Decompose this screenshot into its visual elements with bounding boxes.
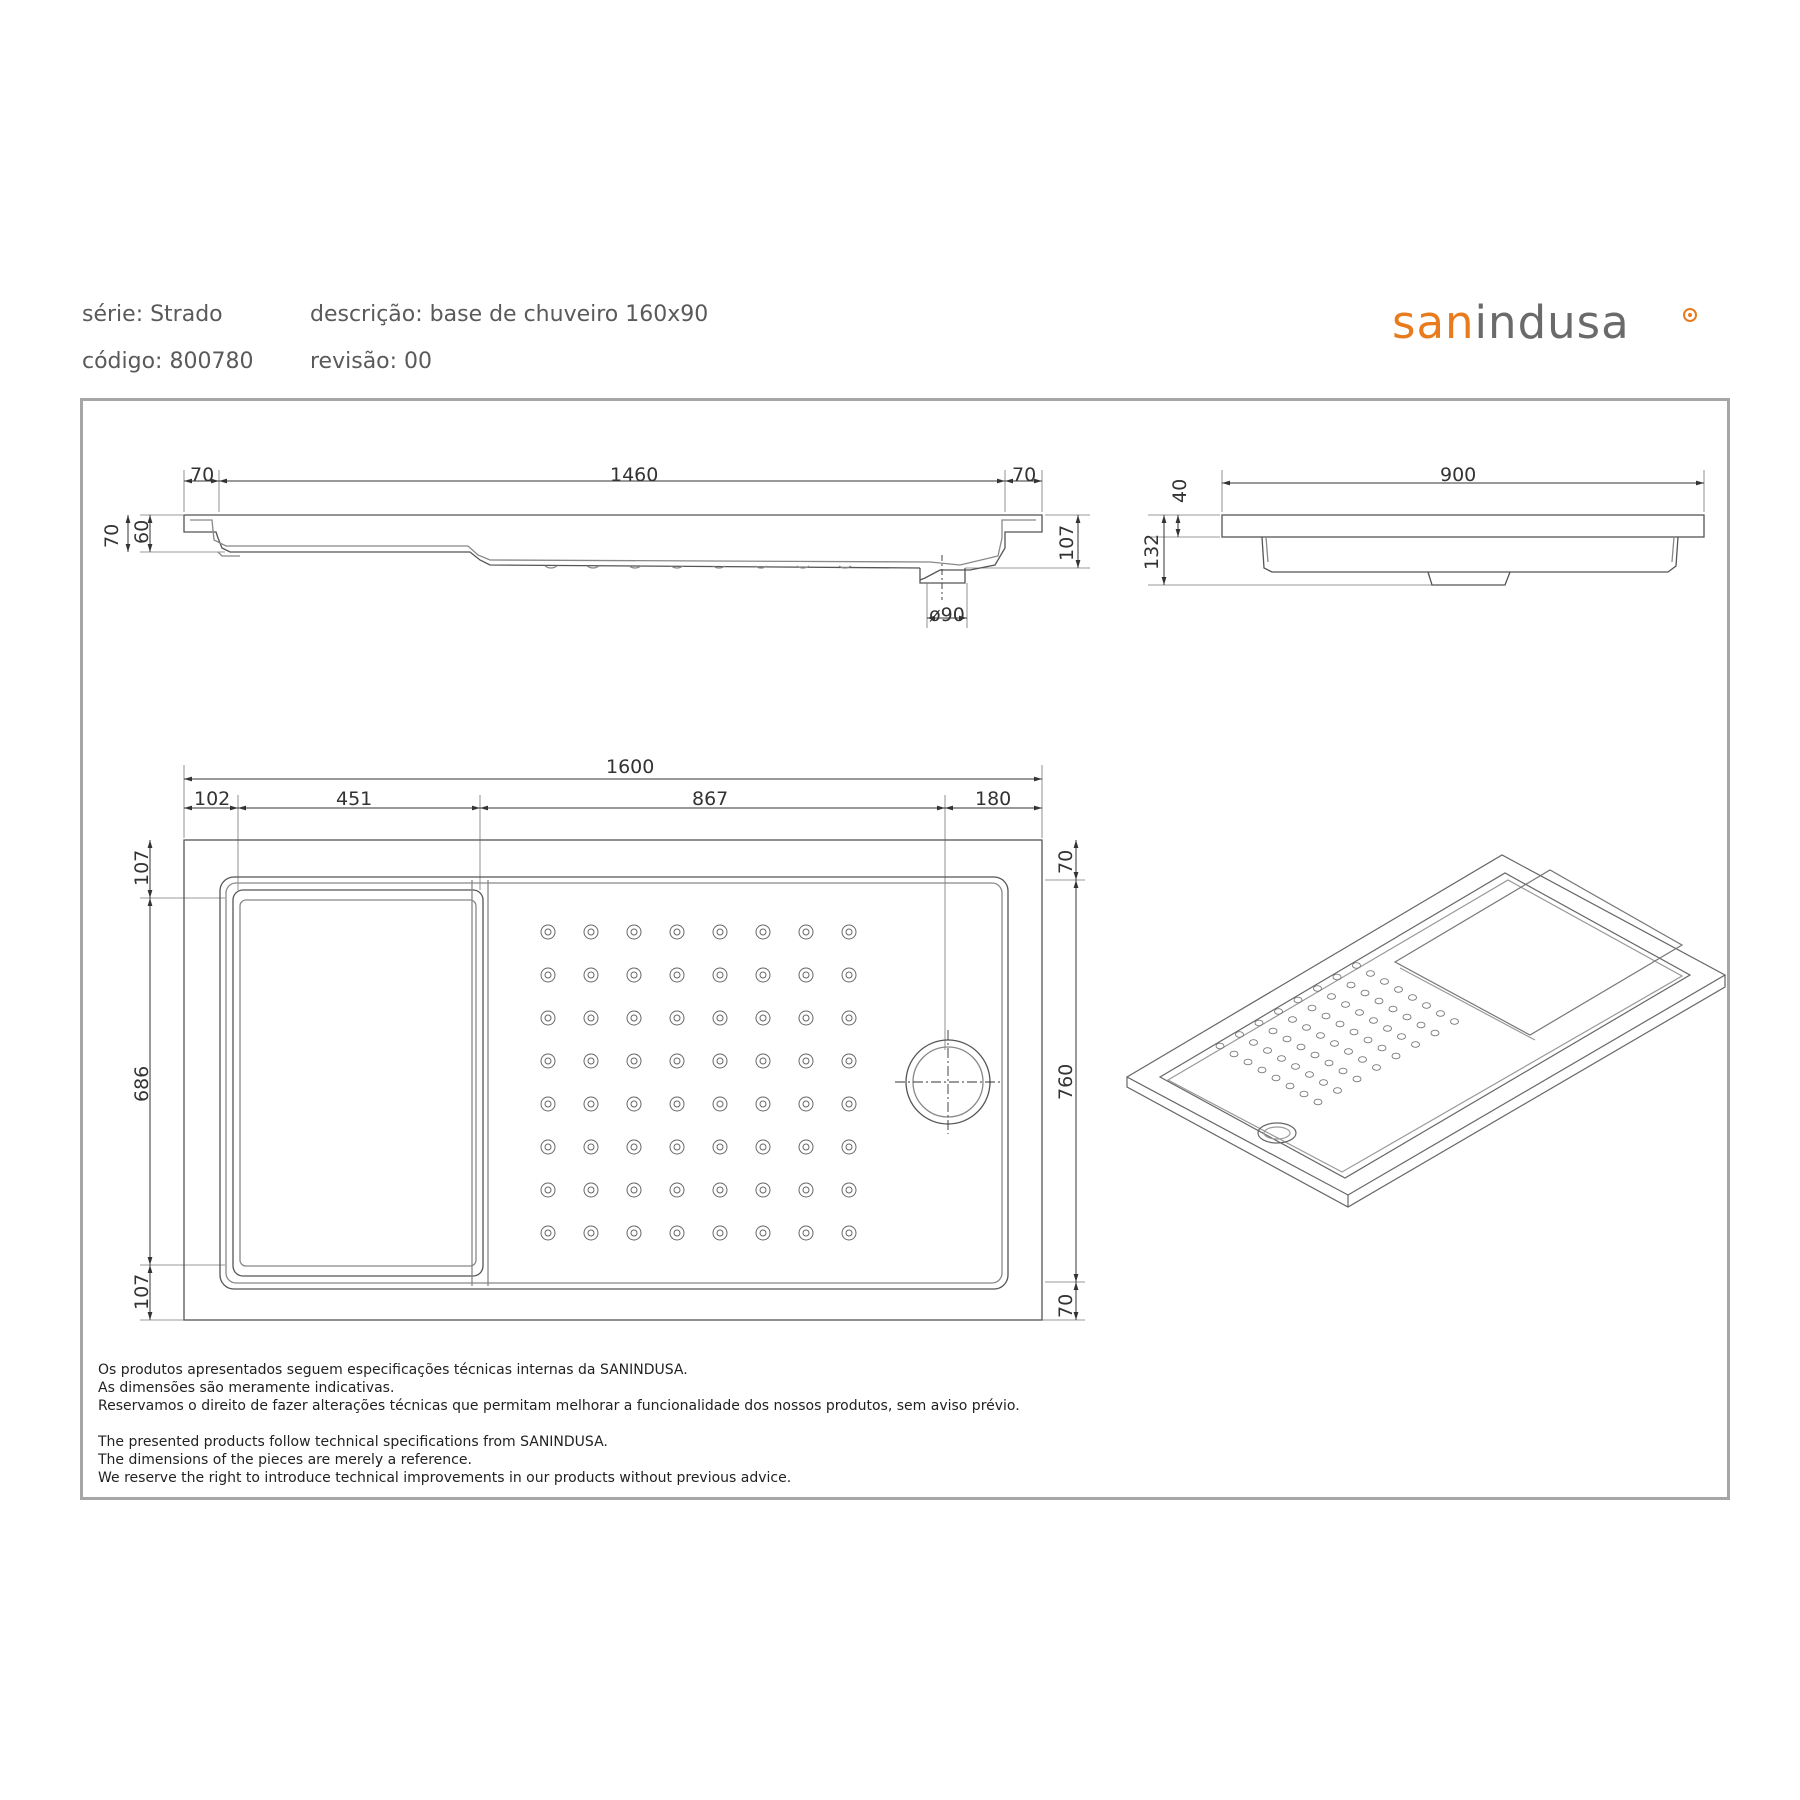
anti-slip-dot-inner (846, 1230, 852, 1236)
anti-slip-dot-inner (631, 1230, 637, 1236)
iso-anti-slip-dot (1359, 1057, 1367, 1063)
anti-slip-dot (756, 1011, 770, 1025)
anti-slip-dot-inner (588, 1187, 594, 1193)
iso-anti-slip-dot (1236, 1032, 1244, 1038)
anti-slip-dot (541, 925, 555, 939)
iso-anti-slip-dot (1409, 995, 1417, 1001)
dim-side-left-flange: 70 (190, 464, 215, 486)
iso-anti-slip-dot (1395, 987, 1403, 993)
iso-anti-slip-dot (1325, 1060, 1333, 1066)
anti-slip-dot-inner (717, 1101, 723, 1107)
iso-anti-slip-dot (1250, 1040, 1258, 1046)
anti-slip-dot (713, 1226, 727, 1240)
iso-anti-slip-dot (1306, 1072, 1314, 1078)
anti-slip-dot (584, 1183, 598, 1197)
isometric-view (1127, 855, 1725, 1207)
anti-slip-dot-inner (545, 1101, 551, 1107)
iso-anti-slip-dot (1322, 1013, 1330, 1019)
anti-slip-dot (842, 1011, 856, 1025)
anti-slip-dot-inner (846, 1187, 852, 1193)
anti-slip-dot (842, 925, 856, 939)
anti-slip-dot (627, 1054, 641, 1068)
iso-anti-slip-dot (1336, 1021, 1344, 1027)
iso-anti-slip-dot (1350, 1029, 1358, 1035)
iso-anti-slip-dot (1244, 1059, 1252, 1065)
iso-anti-slip-dot (1269, 1028, 1277, 1034)
anti-slip-dot-inner (717, 1015, 723, 1021)
iso-anti-slip-dot (1294, 997, 1302, 1003)
anti-slip-dot-inner (631, 1144, 637, 1150)
iso-anti-slip-dot (1389, 1006, 1397, 1012)
anti-slip-dot (756, 1097, 770, 1111)
anti-slip-dot-inner (545, 1144, 551, 1150)
anti-slip-dot (713, 1140, 727, 1154)
anti-slip-dot (842, 1183, 856, 1197)
revisao-label: revisão: 00 (310, 349, 433, 374)
dim-side-height-107: 107 (1056, 524, 1078, 561)
anti-slip-dot (799, 925, 813, 939)
anti-slip-dot-inner (588, 972, 594, 978)
anti-slip-dot (756, 925, 770, 939)
anti-slip-dot-inner (631, 929, 637, 935)
anti-slip-dot (799, 1054, 813, 1068)
anti-slip-dot (541, 1226, 555, 1240)
anti-slip-dot-inner (717, 1144, 723, 1150)
iso-anti-slip-dot (1373, 1065, 1381, 1071)
dim-plan-left-top-107: 107 (131, 849, 153, 886)
end-view (1148, 470, 1704, 585)
anti-slip-dot (584, 968, 598, 982)
anti-slip-dot-inner (545, 929, 551, 935)
iso-anti-slip-dot (1345, 1049, 1353, 1055)
serie-label: série: Strado (82, 302, 223, 327)
anti-slip-dot (713, 1054, 727, 1068)
anti-slip-dot (584, 1140, 598, 1154)
iso-anti-slip-dot (1328, 994, 1336, 1000)
anti-slip-dot-inner (631, 1187, 637, 1193)
anti-slip-dot (584, 1097, 598, 1111)
note-pt-2: As dimensões são meramente indicativas. (98, 1380, 395, 1396)
iso-anti-slip-dot (1300, 1091, 1308, 1097)
dim-plan-right-bot-70: 70 (1055, 1293, 1077, 1318)
anti-slip-dot-inner (545, 1230, 551, 1236)
anti-slip-dot-inner (545, 972, 551, 978)
anti-slip-dot (799, 1183, 813, 1197)
iso-anti-slip-dot (1381, 979, 1389, 985)
anti-slip-dot (584, 1011, 598, 1025)
anti-slip-dot-inner (588, 1015, 594, 1021)
anti-slip-dot (713, 1011, 727, 1025)
anti-slip-dot-inner (674, 1101, 680, 1107)
anti-slip-dot (541, 1140, 555, 1154)
iso-anti-slip-dot (1230, 1051, 1238, 1057)
iso-anti-slip-dot (1311, 1052, 1319, 1058)
anti-slip-dot (541, 1097, 555, 1111)
anti-slip-dot-inner (803, 929, 809, 935)
iso-anti-slip-dot (1317, 1033, 1325, 1039)
iso-anti-slip-dot (1356, 1010, 1364, 1016)
iso-anti-slip-dot (1353, 963, 1361, 969)
dim-plan-seg-102: 102 (194, 788, 231, 810)
iso-anti-slip-dot (1347, 982, 1355, 988)
anti-slip-dot (713, 1183, 727, 1197)
anti-slip-dot-inner (545, 1058, 551, 1064)
anti-slip-dot (670, 968, 684, 982)
note-en-3: We reserve the right to introduce technical improvements in our products without previous advice. (98, 1470, 792, 1486)
logo-text-san: san (1392, 296, 1475, 349)
anti-slip-dot (627, 925, 641, 939)
anti-slip-dot-inner (760, 929, 766, 935)
anti-slip-dot (756, 1226, 770, 1240)
anti-slip-dot-inner (588, 929, 594, 935)
anti-slip-dot (756, 1054, 770, 1068)
iso-anti-slip-dot (1431, 1030, 1439, 1036)
anti-slip-dot (627, 1183, 641, 1197)
dim-plan-seg-180: 180 (975, 788, 1012, 810)
anti-slip-dot (799, 968, 813, 982)
dim-plan-seg-867: 867 (692, 788, 729, 810)
dim-plan-seg-451: 451 (336, 788, 373, 810)
iso-anti-slip-dot (1412, 1042, 1420, 1048)
iso-anti-slip-dot (1331, 1041, 1339, 1047)
anti-slip-dot-inner (631, 1058, 637, 1064)
anti-slip-dot (842, 968, 856, 982)
iso-anti-slip-dot (1314, 986, 1322, 992)
anti-slip-dot (713, 968, 727, 982)
anti-slip-dot-inner (846, 972, 852, 978)
anti-slip-dot-inner (717, 1230, 723, 1236)
iso-anti-slip-dot (1314, 1099, 1322, 1105)
anti-slip-dot (799, 1097, 813, 1111)
anti-slip-dot-inner (545, 1187, 551, 1193)
anti-slip-dot (627, 968, 641, 982)
iso-anti-slip-dot (1255, 1020, 1263, 1026)
iso-anti-slip-dot (1451, 1019, 1459, 1025)
anti-slip-dot-inner (588, 1058, 594, 1064)
anti-slip-dot-inner (760, 1144, 766, 1150)
iso-anti-slip-dot (1216, 1043, 1224, 1049)
anti-slip-dot-inner (760, 1101, 766, 1107)
anti-slip-dot (541, 1011, 555, 1025)
dim-plan-right-top-70: 70 (1055, 849, 1077, 874)
anti-slip-dot (799, 1011, 813, 1025)
anti-slip-dot (842, 1226, 856, 1240)
anti-slip-dot-inner (674, 1187, 680, 1193)
iso-anti-slip-dot (1320, 1080, 1328, 1086)
anti-slip-dot (842, 1054, 856, 1068)
iso-anti-slip-dot (1375, 998, 1383, 1004)
iso-anti-slip-dot (1342, 1002, 1350, 1008)
dim-plan-right-mid-760: 760 (1055, 1063, 1077, 1100)
plan-view (140, 765, 1085, 1320)
anti-slip-dot-inner (846, 1015, 852, 1021)
anti-slip-dot-inner (674, 1230, 680, 1236)
anti-slip-dot-inner (846, 1144, 852, 1150)
logo-text-indusa: indusa (1474, 296, 1630, 349)
anti-slip-dot-inner (674, 1144, 680, 1150)
dim-plan-left-mid-686: 686 (131, 1065, 153, 1102)
anti-slip-dot-inner (674, 929, 680, 935)
anti-slip-dot-inner (803, 972, 809, 978)
dim-side-rim-70: 70 (101, 523, 123, 548)
anti-slip-dot (627, 1226, 641, 1240)
anti-slip-dot (670, 1183, 684, 1197)
anti-slip-dot-inner (545, 1015, 551, 1021)
anti-slip-dot-inner (803, 1015, 809, 1021)
note-en-1: The presented products follow technical specifications from SANINDUSA. (98, 1434, 608, 1450)
anti-slip-dot (670, 1097, 684, 1111)
anti-slip-dot-inner (846, 1101, 852, 1107)
dim-drain-diameter: ø90 (929, 604, 965, 626)
iso-anti-slip-dot (1292, 1064, 1300, 1070)
anti-slip-dot (541, 1183, 555, 1197)
anti-slip-dot (584, 1226, 598, 1240)
iso-anti-slip-dot (1367, 971, 1375, 977)
iso-anti-slip-dot (1333, 974, 1341, 980)
note-en-2: The dimensions of the pieces are merely a reference. (98, 1452, 472, 1468)
anti-slip-dot (541, 968, 555, 982)
anti-slip-dot-inner (803, 1058, 809, 1064)
iso-anti-slip-dot (1283, 1036, 1291, 1042)
iso-anti-slip-dot (1339, 1068, 1347, 1074)
codigo-label: código: 800780 (82, 349, 254, 374)
anti-slip-dot-inner (760, 1230, 766, 1236)
note-pt-3: Reservamos o direito de fazer alterações técnicas que permitam melhorar a funcionalidade dos nossos produtos, sem aviso prévio. (98, 1398, 1020, 1414)
iso-anti-slip-dot (1297, 1044, 1305, 1050)
dim-end-height-132: 132 (1141, 533, 1163, 570)
anti-slip-dot (627, 1097, 641, 1111)
anti-slip-dot-inner (760, 972, 766, 978)
anti-slip-dot (670, 1011, 684, 1025)
anti-slip-dot-inner (803, 1101, 809, 1107)
anti-slip-dot-inner (803, 1230, 809, 1236)
iso-anti-slip-dot (1403, 1014, 1411, 1020)
anti-slip-dot (799, 1226, 813, 1240)
anti-slip-dot (584, 925, 598, 939)
anti-slip-dot (756, 1183, 770, 1197)
anti-slip-dot (670, 1140, 684, 1154)
anti-slip-dot-inner (846, 1058, 852, 1064)
iso-anti-slip-dot (1384, 1026, 1392, 1032)
anti-slip-dot-inner (588, 1101, 594, 1107)
iso-anti-slip-dot (1437, 1011, 1445, 1017)
anti-slip-dot-inner (631, 972, 637, 978)
iso-anti-slip-dot (1303, 1025, 1311, 1031)
dim-plan-total-length: 1600 (606, 756, 655, 778)
iso-anti-slip-dot (1334, 1088, 1342, 1094)
iso-anti-slip-dot (1289, 1017, 1297, 1023)
iso-anti-slip-dot (1308, 1005, 1316, 1011)
anti-slip-dot (670, 1226, 684, 1240)
iso-anti-slip-dot (1258, 1067, 1266, 1073)
anti-slip-dot-inner (588, 1144, 594, 1150)
iso-anti-slip-dot (1364, 1037, 1372, 1043)
anti-slip-dot-inner (760, 1015, 766, 1021)
anti-slip-dot-inner (674, 1058, 680, 1064)
dim-side-right-flange: 70 (1012, 464, 1037, 486)
anti-slip-dot (842, 1097, 856, 1111)
iso-anti-slip-dot (1423, 1003, 1431, 1009)
anti-slip-dot-inner (717, 1187, 723, 1193)
anti-slip-dot (584, 1054, 598, 1068)
anti-slip-dot (756, 1140, 770, 1154)
anti-slip-dot-inner (717, 1058, 723, 1064)
anti-slip-dot-inner (631, 1101, 637, 1107)
iso-anti-slip-dot (1264, 1048, 1272, 1054)
dim-side-rim-60: 60 (131, 519, 153, 544)
dim-side-length: 1460 (610, 464, 659, 486)
anti-slip-dot (627, 1011, 641, 1025)
anti-slip-dot-inner (631, 1015, 637, 1021)
iso-anti-slip-dot (1275, 1009, 1283, 1015)
anti-slip-dot (842, 1140, 856, 1154)
anti-slip-dot-inner (674, 1015, 680, 1021)
iso-anti-slip-dot (1392, 1053, 1400, 1059)
iso-anti-slip-dot (1370, 1018, 1378, 1024)
anti-slip-dot-inner (760, 1058, 766, 1064)
dim-plan-left-bot-107: 107 (131, 1273, 153, 1310)
anti-slip-dot-inner (674, 972, 680, 978)
anti-slip-dot (670, 1054, 684, 1068)
anti-slip-dot (756, 968, 770, 982)
iso-anti-slip-dot (1286, 1083, 1294, 1089)
note-pt-1: Os produtos apresentados seguem especificações técnicas internas da SANINDUSA. (98, 1362, 688, 1378)
dim-end-rim-40: 40 (1169, 478, 1191, 503)
anti-slip-dot (799, 1140, 813, 1154)
iso-anti-slip-dot (1361, 990, 1369, 996)
iso-anti-slip-dot (1272, 1075, 1280, 1081)
anti-slip-dot-inner (717, 972, 723, 978)
anti-slip-dot-inner (760, 1187, 766, 1193)
iso-anti-slip-dot (1417, 1022, 1425, 1028)
anti-slip-dot (670, 925, 684, 939)
anti-slip-dot-inner (803, 1187, 809, 1193)
anti-slip-dot (713, 925, 727, 939)
iso-anti-slip-dot (1398, 1034, 1406, 1040)
descricao-label: descrição: base de chuveiro 160x90 (310, 302, 709, 327)
anti-slip-dot-inner (588, 1230, 594, 1236)
anti-slip-dot-inner (803, 1144, 809, 1150)
anti-slip-dot-inner (717, 929, 723, 935)
anti-slip-dot (541, 1054, 555, 1068)
anti-slip-dot (713, 1097, 727, 1111)
anti-slip-dot-inner (846, 929, 852, 935)
iso-anti-slip-dot (1278, 1056, 1286, 1062)
iso-anti-slip-dot (1353, 1076, 1361, 1082)
iso-anti-slip-dot (1378, 1045, 1386, 1051)
dim-end-width: 900 (1440, 464, 1477, 486)
anti-slip-dot (627, 1140, 641, 1154)
